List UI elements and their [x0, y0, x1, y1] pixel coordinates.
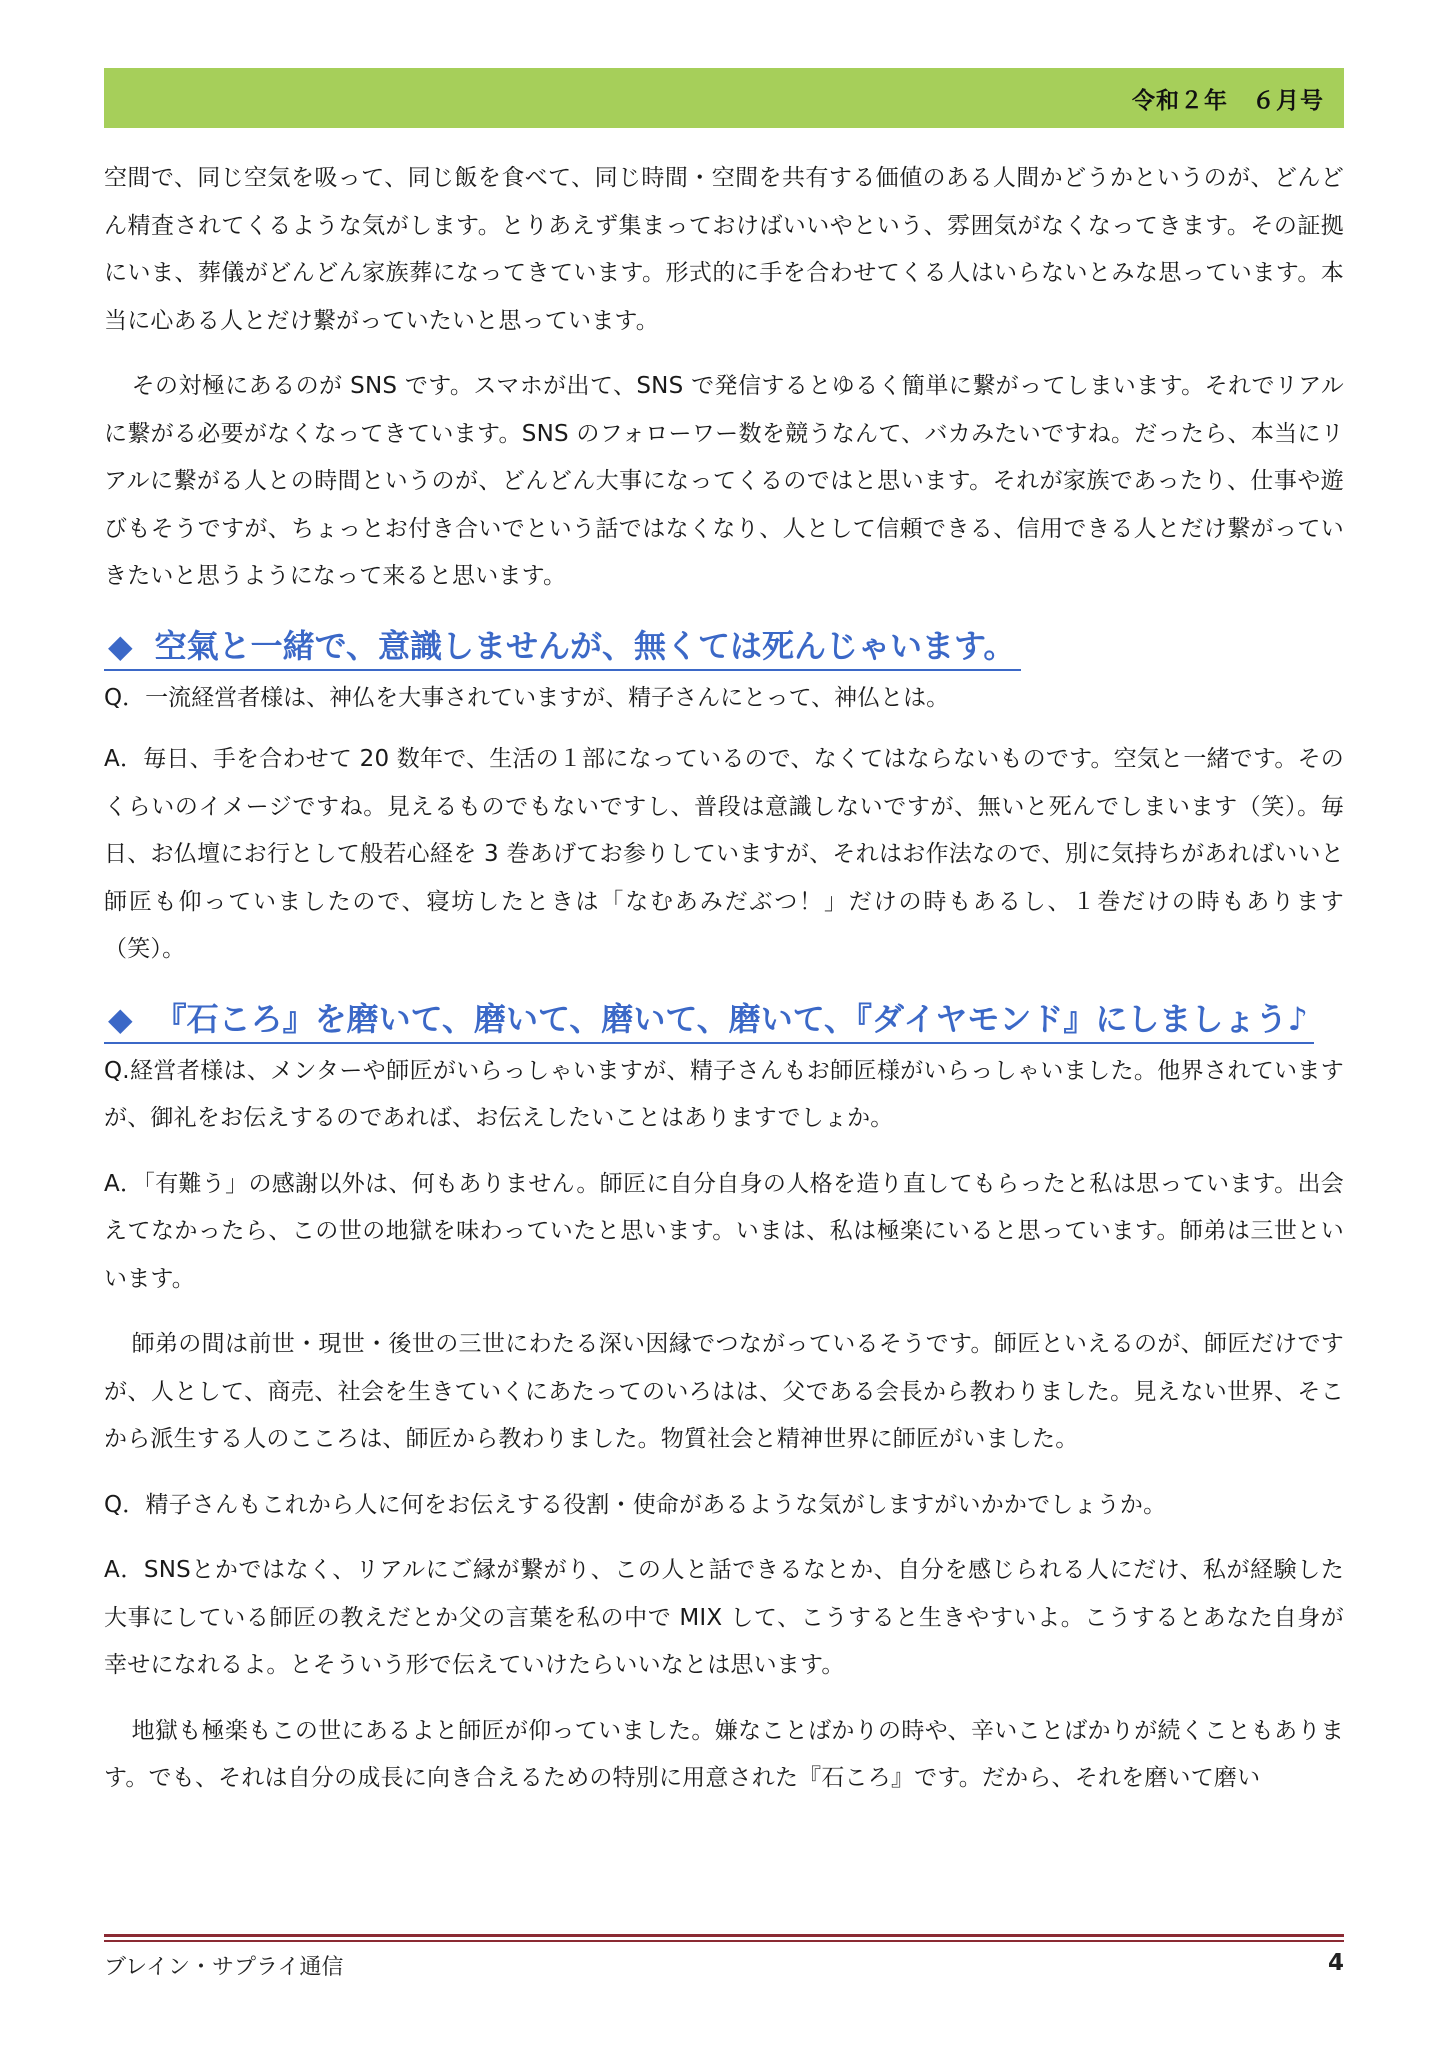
question: Q.経営者様は、メンターや師匠がいらっしゃいますが、精子さんもお師匠様がいらっしゃいました。他界されていますが、御礼をお伝えするのであれば、お伝えしたいことはありますでしょか。	[104, 1057, 1344, 1131]
diamond-icon: ◆	[108, 999, 133, 1038]
answer: A．毎日、手を合わせて 20 数年で、生活の１部になっているので、なくてはならないものです。空気と一緒です。そのくらいのイメージですね。見えるものでもないですし、普段は意識しないですが、無いと死んでしまいます（笑）。毎日、お仏壇にお行として般若心経を 3 巻あげてお参りしていますが、それはお作法なので、別に気持ちがあればいいと師匠も仰っていましたので、寝坊したときは「なむあみだぶつ！」だけの時もあるし、１巻だけの時もあります（笑）。	[104, 746, 1344, 962]
answer: A．SNSとかではなく、リアルにご縁が繋がり、この人と話できるなとか、自分を感じられる人にだけ、私が経験した大事にしている師匠の教えだとか父の言葉を私の中で MIX して、こうすると生きやすいよ。こうするとあなた自身が幸せになれるよ。とそういう形で伝えていけたらいいなとは思います。	[104, 1557, 1344, 1678]
section-title: 空氣と一緒で、意識しませんが、無くては死んじゃいます。	[154, 626, 1016, 665]
paragraph: 師弟の間は前世・現世・後世の三世にわたる深い因縁でつながっているそうです。師匠といえるのが、師匠だけですが、人として、商売、社会を生きていくにあたってのいろはは、父である会長から教わりました。見えない世界、そこから派生する人のこころは、師匠から教わりました。物質社会と精神世界に師匠がいました。	[104, 1331, 1344, 1452]
answer: A．「有難う」の感謝以外は、何もありません。師匠に自分自身の人格を造り直してもらったと私は思っています。出会えてなかったら、この世の地獄を味わっていたと思います。いまは、私は極楽にいると思っています。師弟は三世といいます。	[104, 1170, 1344, 1292]
paragraph: 空間で、同じ空気を吸って、同じ飯を食べて、同じ時間・空間を共有する価値のある人間かどうかというのが、どんどん精査されてくるような気がします。とりあえず集まっておけばいいやという、雰囲気がなくなってきます。その証拠にいま、葬儀がどんどん家族葬になってきています。形式的に手を合わせてくる人はいらないとみな思っています。本当に心ある人とだけ繋がっていたいと思っています。	[104, 165, 1344, 334]
paragraph: その対極にあるのが SNS です。スマホが出て、SNS で発信するとゆるく簡単に繋がってしまいます。それでリアルに繋がる必要がなくなってきています。SNS のフォローワー数を競うなんて、バカみたいですね。だったら、本当にリアルに繋がる人との時間というのが、どんどん大事になってくるのではと思います。それが家族であったり、仕事や遊びもそうですが、ちょっとお付き合いでという話ではなくなり、人として信頼できる、信用できる人とだけ繋がっていきたいと思うようになって来ると思います。	[104, 373, 1344, 589]
header-band	[104, 68, 1344, 128]
section-heading	[104, 623, 1021, 671]
newsletter-title: ブレイン・サプライ通信	[104, 1955, 344, 1980]
footer-rule	[104, 1940, 1344, 1942]
paragraph: 地獄も極楽もこの世にあるよと師匠が仰っていました。嫌なことばかりの時や、辛いことばかりが続くこともあります。でも、それは自分の成長に向き合えるための特別に用意された『石ころ』です。だから、それを磨いて磨い	[104, 1717, 1344, 1791]
page-number: 4	[1327, 1950, 1344, 1976]
question: Q．一流経営者様は、神仏を大事されていますが、精子さんにとって、神仏とは。	[104, 684, 950, 711]
issue-date: 令和２年 ６月号	[1132, 88, 1324, 114]
diamond-icon: ◆	[108, 626, 133, 665]
section-heading	[104, 996, 1314, 1044]
article-body	[104, 155, 1344, 1803]
section-title: 『石ころ』を磨いて、磨いて、磨いて、磨いて、『ダイヤモンド』にしましょう♪	[154, 999, 1308, 1038]
footer-rule	[104, 1934, 1344, 1937]
question: Q．精子さんもこれから人に何をお伝えする役割・使命があるような気がしますがいかかでしょうか。	[104, 1491, 1167, 1518]
